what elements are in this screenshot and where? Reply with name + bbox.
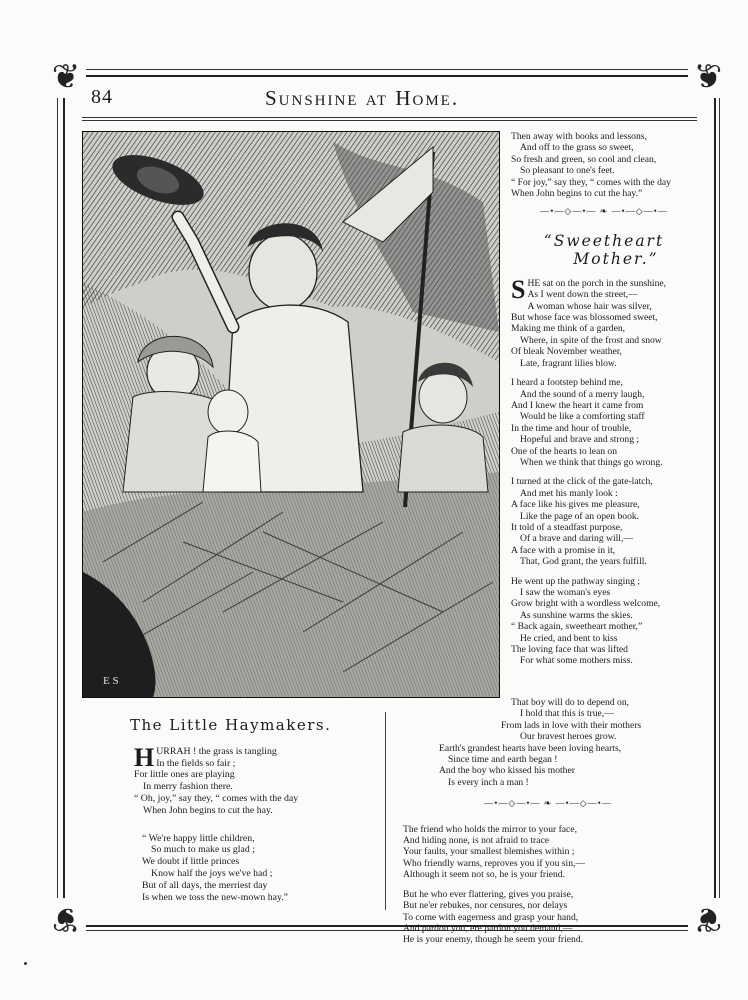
- column-divider: [385, 712, 386, 910]
- then-away-stanza: [511, 131, 697, 199]
- poem-line: When John begins to cut the hay.”: [511, 188, 643, 200]
- poem-line: Is when we toss the new-mown hay.”: [142, 891, 289, 903]
- poem-line: Your faults, your smallest blemishes within ;: [403, 846, 575, 858]
- poem-line: So fresh and green, so cool and clean,: [511, 153, 657, 165]
- poem-line: But ne'er rebukes, nor censures, nor delays: [403, 900, 568, 912]
- poem-line: So pleasant to one's feet.: [520, 165, 615, 177]
- sweetheart-stanza-4: [511, 576, 697, 667]
- poem-line: “ For joy,” say they, “ comes with the day: [511, 176, 671, 188]
- poem-line: Of bleak November weather,: [511, 346, 622, 358]
- engraver-signature: E S: [103, 675, 119, 687]
- ornamental-rule: —•—◇—•— ❧ —•—◇—•—: [484, 798, 612, 809]
- poem-line: The loving face that was lifted: [511, 644, 628, 656]
- poem-line: I heard a footstep behind me,: [511, 377, 623, 389]
- poem-line: A woman whose hair was silver,: [527, 300, 652, 312]
- poem-line: As sunshine warms the skies.: [520, 609, 633, 621]
- poem-line: So much to make us glad ;: [151, 844, 255, 856]
- poem-line: For what some mothers miss.: [520, 655, 633, 667]
- poem-line: That, God grant, the years fulfill.: [520, 556, 647, 568]
- poem-line: “ We're happy little children,: [142, 832, 255, 844]
- poem-line: Then away with books and lessons,: [511, 131, 647, 142]
- poem-line: From lads in love with their mothers: [501, 719, 642, 731]
- poem-title-little-haymakers: The Little Haymakers.: [130, 716, 332, 734]
- poem-line: And met his manly look :: [520, 487, 618, 499]
- poem-line: When we think that things go wrong.: [520, 456, 663, 468]
- poem-line: “ Back again, sweetheart mother,”: [511, 621, 643, 633]
- poem-line: Grow bright with a wordless welcome,: [511, 598, 661, 610]
- poem-line: Our bravest heroes grow.: [520, 731, 617, 743]
- sweetheart-stanza-3: [511, 476, 697, 567]
- haymakers-stanza-1: [134, 742, 376, 817]
- poem-line: We doubt if little princes: [142, 856, 240, 868]
- lower-right-column: [403, 697, 693, 946]
- poem-title-sweetheart-mother: [511, 232, 697, 268]
- haymakers-engraving: [82, 131, 500, 698]
- poem-line: Earth's grandest hearts have been loving hearts,: [439, 742, 622, 754]
- header-rule: [82, 117, 697, 121]
- poem-line: And I knew the heart it came from: [511, 399, 644, 411]
- poem-line: Who friendly warns, reproves you if you sin,—: [403, 857, 585, 869]
- page-number: 84: [91, 86, 113, 108]
- poem-line: In the time and hour of trouble,: [511, 422, 632, 434]
- poem-line: A face like his gives me pleasure,: [511, 499, 640, 511]
- poem-line: In the fields so fair ;: [156, 757, 236, 769]
- poem-line: A face with a promise in it,: [511, 544, 616, 556]
- poem-line: And hiding none, is not afraid to trace: [403, 835, 550, 847]
- friend-stanza-1: [403, 824, 693, 881]
- poem-title-line: “Sweetheart: [543, 231, 665, 250]
- poem-line: Although it seem not so, he is your friend.: [403, 869, 566, 881]
- poem-line: But whose face was blossomed sweet,: [511, 312, 658, 324]
- dropcap: S: [511, 274, 526, 304]
- poem-line: I hold that this is true,—: [520, 708, 614, 720]
- poem-line: Is every inch a man !: [448, 776, 529, 788]
- poem-line: He went up the pathway singing ;: [511, 575, 640, 587]
- poem-line: Know half the joys we've had ;: [151, 867, 273, 879]
- corner-ornament-icon: ❦: [688, 58, 728, 98]
- sweetheart-stanza-5-cont: [439, 743, 693, 789]
- poem-line: I turned at the click of the gate-latch,: [511, 476, 653, 488]
- ornamental-rule: —•—◇—•— ❧ —•—◇—•—: [540, 206, 668, 217]
- poem-line: Like the page of an open book.: [520, 510, 640, 522]
- poem-line: As I went down the street,—: [527, 289, 638, 301]
- poem-line: Where, in spite of the frost and snow: [520, 334, 662, 346]
- poem-line: He cried, and bent to kiss: [520, 632, 618, 644]
- poem-line: Since time and earth began !: [448, 754, 558, 766]
- poem-line: Making me think of a garden,: [511, 323, 626, 335]
- friend-stanza-2: [403, 889, 693, 946]
- poem-title-line: Mother.”: [573, 249, 659, 268]
- poem-line: Late, fragrant lilies blow.: [520, 357, 617, 369]
- poem-line: And the boy who kissed his mother: [439, 765, 575, 777]
- poem-line: And off to the grass so sweet,: [520, 142, 634, 154]
- poem-line: “ Oh, joy,” say they, “ comes with the day: [134, 792, 299, 804]
- poem-line: Of a brave and daring will,—: [520, 533, 633, 545]
- poem-line: I saw the woman's eyes: [520, 587, 611, 598]
- poem-line: To come with eagerness and grasp your hand,: [403, 911, 579, 923]
- dropcap: H: [134, 742, 155, 772]
- poem-line: It told of a steadfast purpose,: [511, 521, 623, 533]
- poem-line: One of the hearts to lean on: [511, 445, 618, 457]
- corner-ornament-icon: ❦: [46, 58, 86, 98]
- poem-line: Would be like a comforting staff: [520, 411, 645, 423]
- poem-line: And pardon you, ere pardon you demand,—: [403, 922, 573, 934]
- haymakers-stanza-2: [142, 833, 376, 904]
- corner-ornament-icon: ❦: [688, 898, 728, 938]
- poem-line: But of all days, the merriest day: [142, 879, 268, 891]
- poem-line: HE sat on the porch in the sunshine,: [527, 277, 667, 289]
- poem-line: URRAH ! the grass is tangling: [156, 745, 277, 757]
- sweetheart-stanza-5: [501, 697, 693, 743]
- sweetheart-stanza-2: [511, 377, 697, 468]
- poem-line: And the sound of a merry laugh,: [520, 388, 645, 400]
- poem-line: Hopeful and brave and strong ;: [520, 434, 640, 446]
- poem-line: But he who ever flattering, gives you praise,: [403, 888, 574, 900]
- poem-line: In merry fashion there.: [143, 781, 233, 793]
- lower-left-column: [128, 716, 376, 903]
- sweetheart-stanza-1: [511, 274, 697, 369]
- poem-line: That boy will do to depend on,: [511, 697, 630, 708]
- right-column: [511, 131, 697, 675]
- poem-line: When John begins to cut the hay.: [143, 804, 273, 816]
- corner-ornament-icon: ❦: [46, 898, 86, 938]
- ink-speck: [24, 962, 27, 965]
- poem-line: For little ones are playing: [134, 769, 235, 781]
- poem-line: The friend who holds the mirror to your face,: [403, 823, 577, 835]
- poem-line: He is your enemy, though he seem your friend.: [403, 934, 584, 946]
- running-head: Sunshine at Home.: [265, 86, 460, 110]
- engraving-illustration: [83, 132, 499, 697]
